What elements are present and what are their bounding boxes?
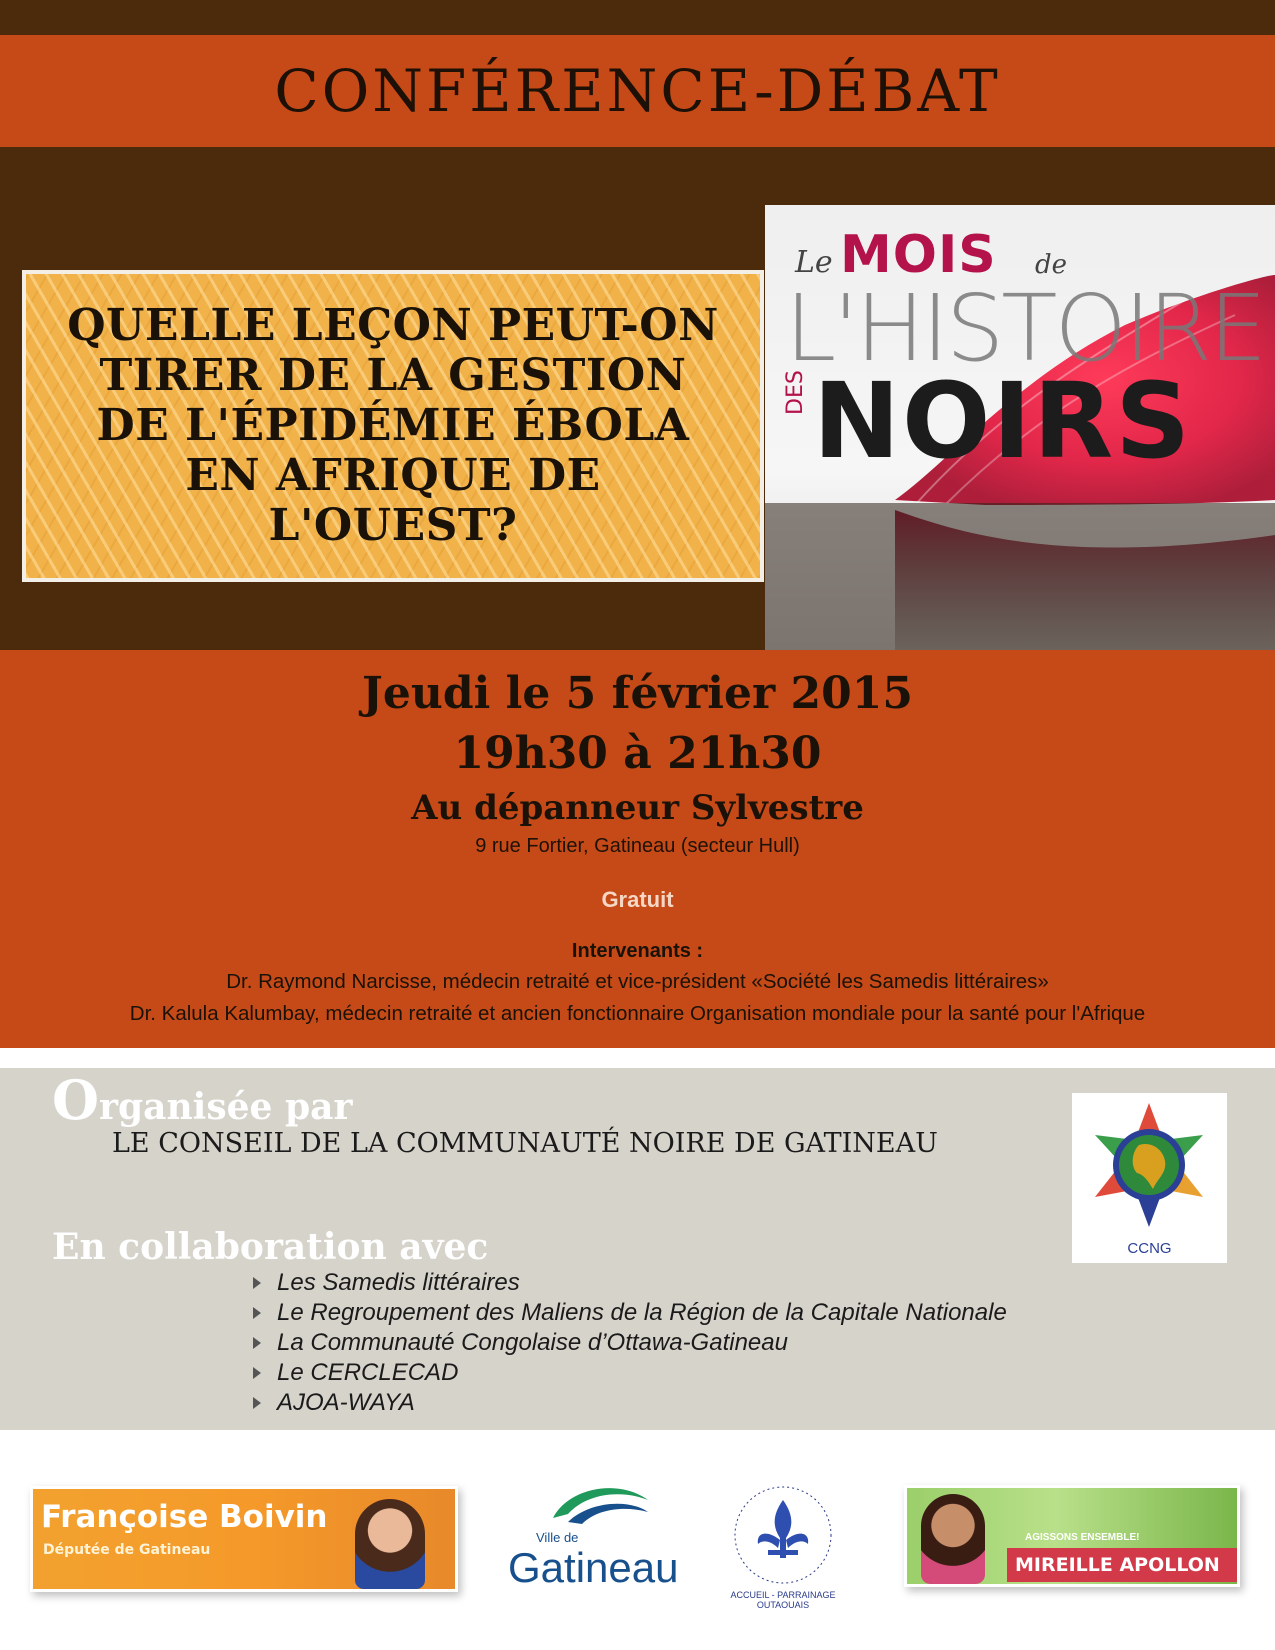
event-date: Jeudi le 5 février 2015 bbox=[362, 668, 913, 719]
logo-des: DES bbox=[783, 370, 808, 415]
question-line: EN AFRIQUE DE bbox=[185, 450, 601, 501]
sponsor-boivin bbox=[30, 1486, 458, 1592]
bullet-icon bbox=[253, 1307, 261, 1319]
question-line: TIRER DE LA GESTION bbox=[99, 350, 687, 401]
bullet-icon bbox=[253, 1367, 261, 1379]
list-item bbox=[253, 1358, 1007, 1388]
logo-le: Le bbox=[795, 245, 833, 280]
partner-name: Le CERCLECAD bbox=[277, 1359, 459, 1386]
ville-label: Ville de bbox=[536, 1530, 579, 1545]
organizer-name: LE CONSEIL DE LA COMMUNAUTÉ NOIRE DE GATINEAU bbox=[112, 1128, 938, 1159]
partner-name: Le Regroupement des Maliens de la Région de la Capitale Nationale bbox=[277, 1299, 1007, 1326]
portrait-icon bbox=[355, 1499, 425, 1589]
partner-name: Les Samedis littéraires bbox=[277, 1269, 520, 1296]
sponsor-apollon bbox=[904, 1485, 1240, 1587]
apollon-name: MIREILLE APOLLON bbox=[1015, 1554, 1220, 1576]
event-venue: Au dépanneur Sylvestre bbox=[411, 788, 864, 828]
question-text bbox=[67, 301, 719, 551]
bullet-icon bbox=[253, 1277, 261, 1289]
black-history-month-logo bbox=[765, 205, 1275, 650]
logo-noirs: NOIRS bbox=[813, 360, 1193, 482]
list-item bbox=[253, 1298, 1007, 1328]
sponsors-band bbox=[0, 1430, 1275, 1650]
partner-list bbox=[253, 1268, 1007, 1418]
sponsor-gatineau bbox=[508, 1478, 688, 1598]
bullet-icon bbox=[253, 1397, 261, 1409]
question-line: DE L'ÉPIDÉMIE ÉBOLA bbox=[96, 400, 690, 451]
accueil-label: ACCUEIL - PARRAINAGE OUTAOUAIS bbox=[730, 1590, 836, 1610]
ccng-label: CCNG bbox=[1127, 1240, 1172, 1257]
sponsor-accueil bbox=[728, 1480, 838, 1610]
speaker-item: Dr. Raymond Narcisse, médecin retraité et vice-président «Société les Samedis littéraires» bbox=[226, 970, 1049, 993]
partner-name: AJOA-WAYA bbox=[277, 1389, 415, 1416]
organizer-heading-rest: rganisée par bbox=[99, 1086, 353, 1128]
event-info-band bbox=[0, 650, 1275, 1048]
bullet-icon bbox=[253, 1337, 261, 1349]
speakers-heading: Intervenants : bbox=[571, 940, 704, 962]
organizer-heading bbox=[52, 1068, 352, 1132]
speaker-item: Dr. Kalula Kalumbay, médecin retraité et ancien fonctionnaire Organisation mondiale pour la santé pour l'Afrique bbox=[129, 1002, 1146, 1025]
list-item bbox=[253, 1268, 1007, 1298]
gatineau-wave-icon bbox=[508, 1478, 688, 1538]
fleur-de-lis-icon bbox=[728, 1480, 838, 1595]
page-title: CONFÉRENCE-DÉBAT bbox=[274, 57, 1001, 125]
top-band bbox=[0, 0, 1275, 35]
event-price: Gratuit bbox=[601, 887, 674, 912]
ccng-logo bbox=[1072, 1093, 1227, 1263]
sponsor-boivin-name: Françoise Boivin bbox=[41, 1499, 328, 1535]
title-band bbox=[0, 35, 1275, 147]
list-item bbox=[253, 1328, 1007, 1358]
logo-histoire: L'HISTOIRE bbox=[785, 275, 1265, 382]
apollon-slogan: AGISSONS ENSEMBLE! bbox=[1025, 1532, 1140, 1543]
collaboration-heading: En collaboration avec bbox=[52, 1226, 489, 1268]
organizer-heading-initial: O bbox=[52, 1068, 100, 1132]
question-box bbox=[22, 270, 764, 582]
sponsor-boivin-title: Députée de Gatineau bbox=[43, 1542, 211, 1558]
logo-de: de bbox=[1035, 250, 1068, 280]
question-line: L'OUEST? bbox=[268, 500, 518, 551]
partner-name: La Communauté Congolaise d’Ottawa-Gatineau bbox=[277, 1329, 788, 1356]
logo-mois: MOIS bbox=[840, 225, 997, 285]
gatineau-label: Gatineau bbox=[508, 1544, 679, 1591]
event-address: 9 rue Fortier, Gatineau (secteur Hull) bbox=[475, 835, 800, 857]
ccng-emblem-icon bbox=[1072, 1093, 1227, 1243]
event-time: 19h30 à 21h30 bbox=[453, 728, 822, 779]
portrait-icon bbox=[921, 1494, 985, 1584]
list-item bbox=[253, 1388, 1007, 1418]
question-line: QUELLE LEÇON PEUT-ON bbox=[67, 300, 719, 351]
